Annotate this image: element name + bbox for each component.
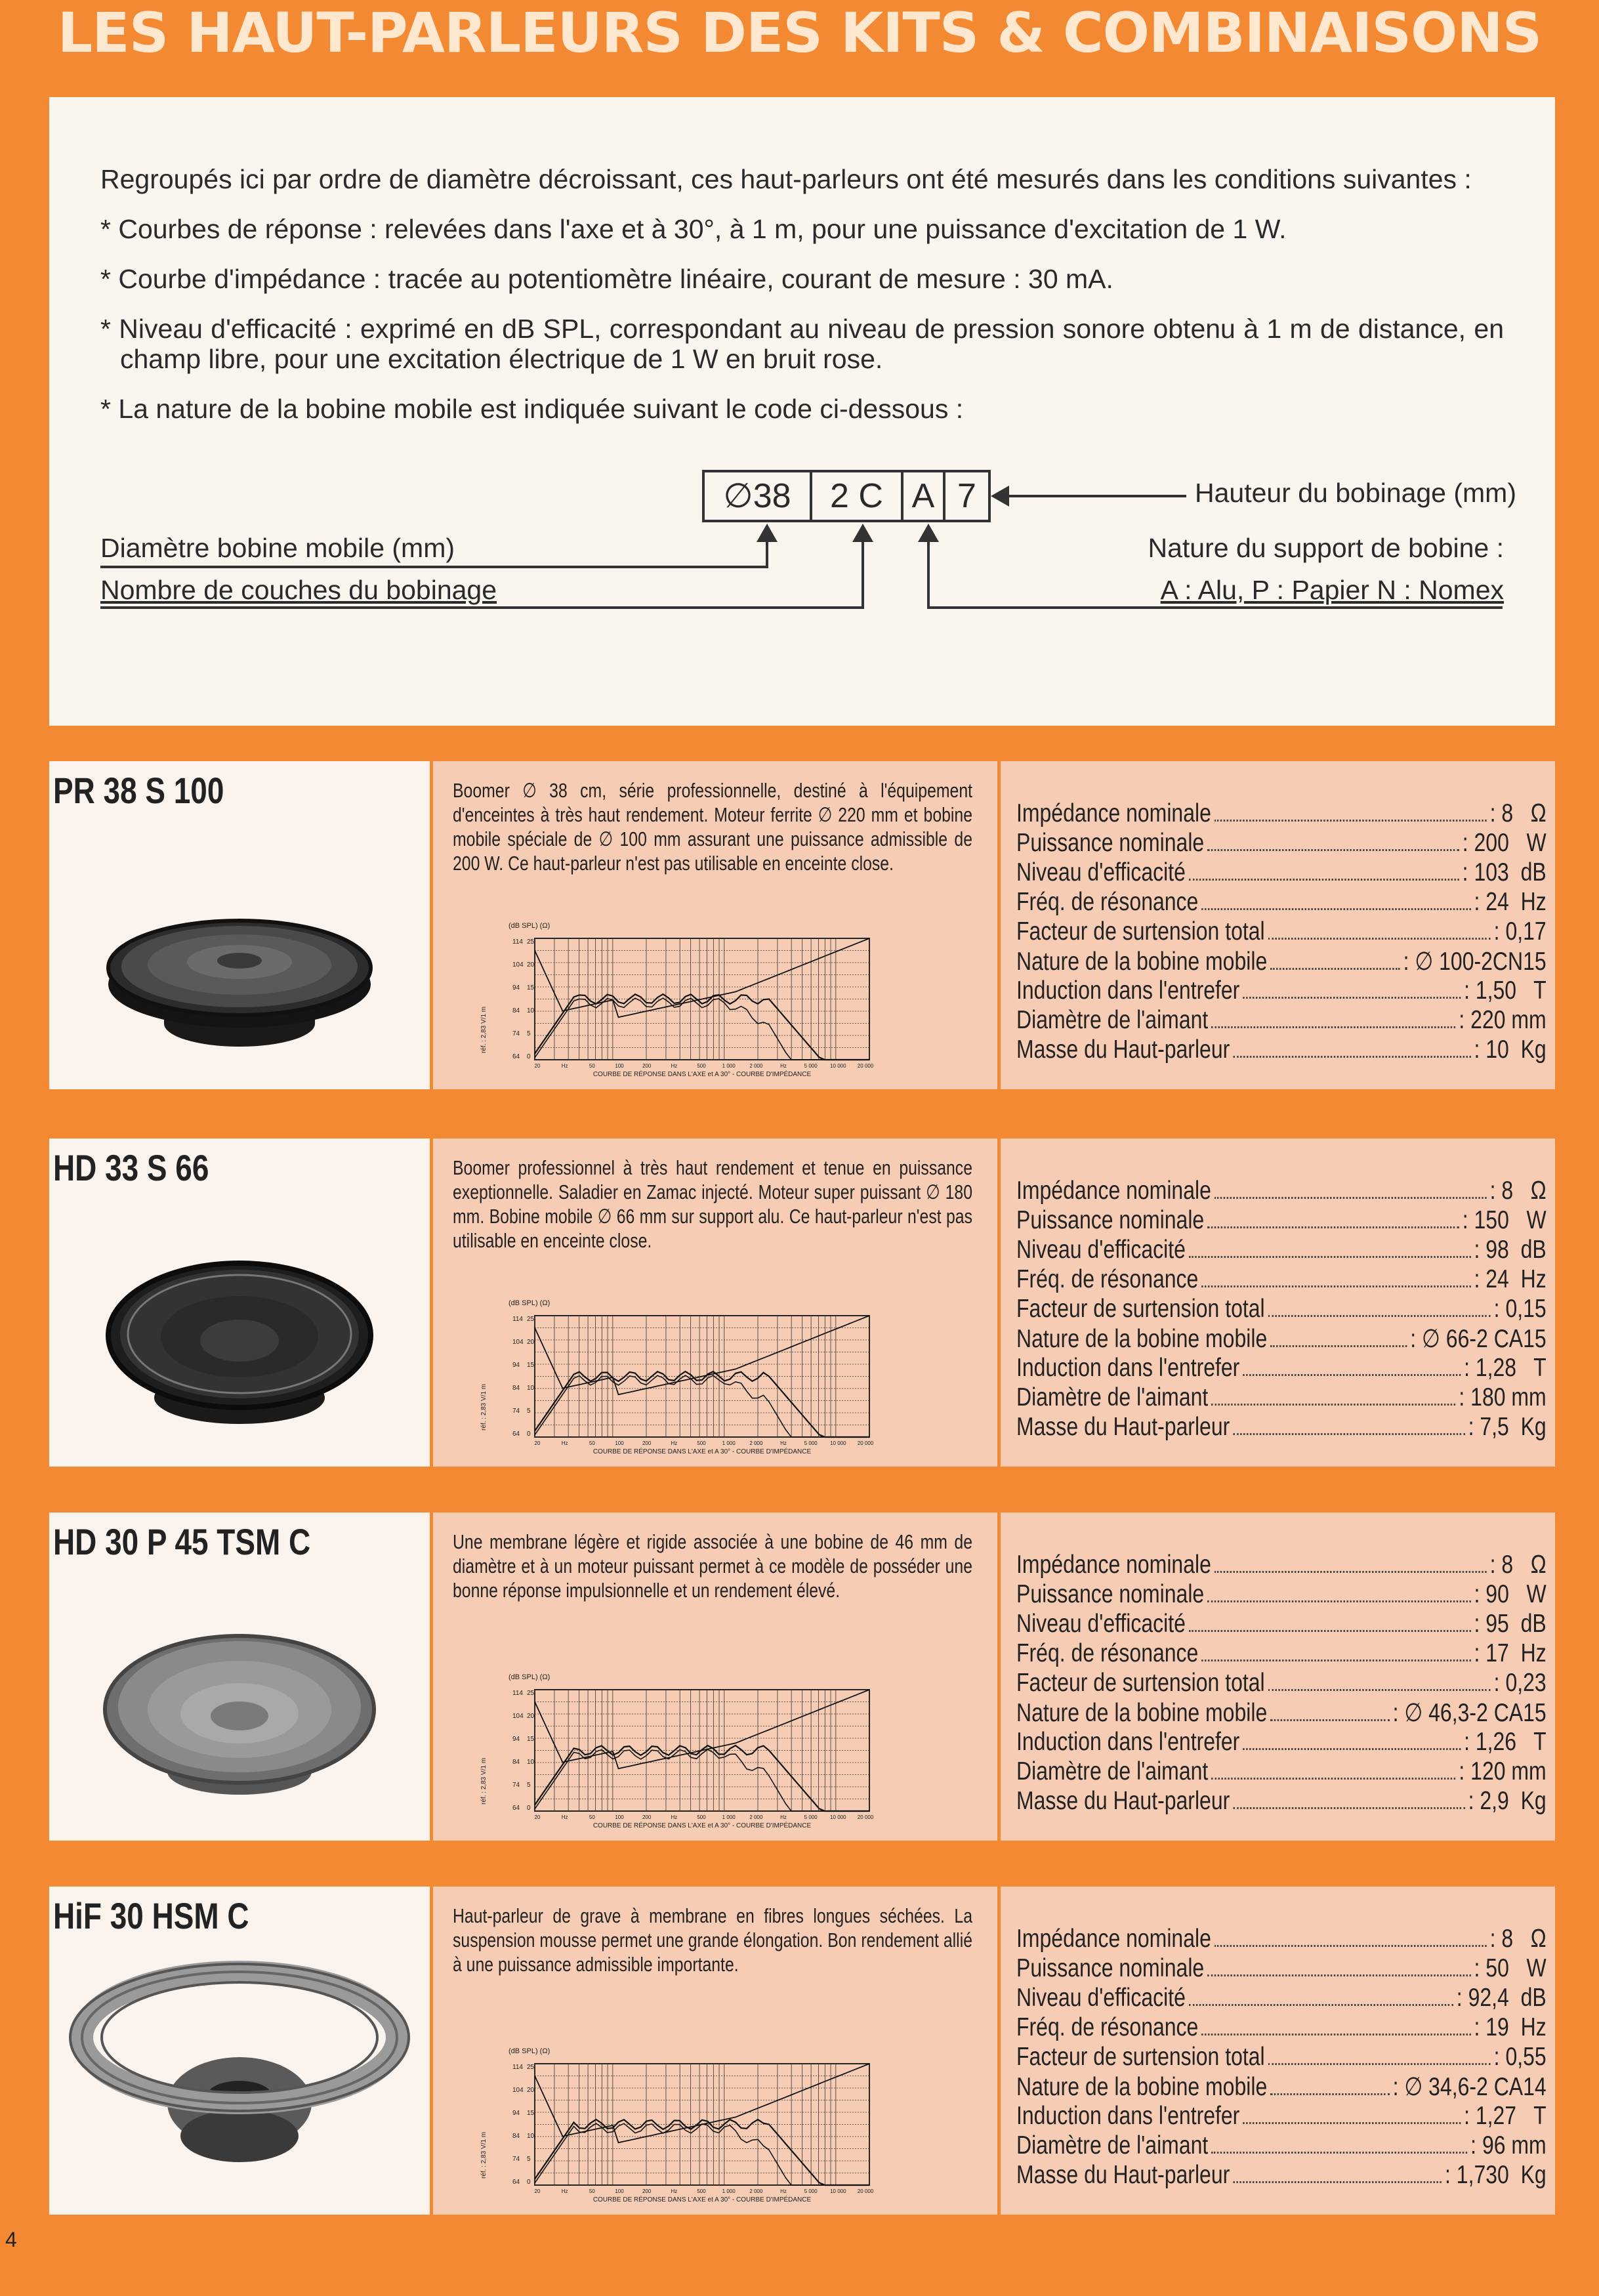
graph-x-tick: 20 000 [857, 1814, 874, 1820]
spec-label: Facteur de surtension total [1016, 2043, 1265, 2071]
graph-spl-tick: 94 [512, 984, 520, 991]
spec-label: Facteur de surtension total [1016, 1295, 1265, 1323]
graph-x-tick: 1 000 [722, 2188, 736, 2194]
spec-label: Fréq. de résonance [1016, 2013, 1199, 2041]
spec-value: : 1,27 T [1464, 2102, 1547, 2130]
spec-row [1016, 1324, 1547, 1354]
speaker-illustration [49, 761, 430, 1089]
spec-row [1016, 1413, 1547, 1442]
speaker-illustration [49, 1513, 430, 1841]
spec-row [1016, 799, 1547, 828]
spec-label: Masse du Haut-parleur [1016, 2161, 1230, 2189]
spec-label: Fréq. de résonance [1016, 888, 1199, 916]
spec-value: : 150 W [1462, 1206, 1547, 1234]
model-name: HD 33 S 66 [53, 1147, 209, 1188]
spec-value: : 0,17 [1493, 917, 1547, 946]
graph-spl-tick: 84 [512, 1007, 520, 1014]
graph-x-tick: 5 000 [804, 1063, 818, 1069]
graph-x-tick: 100 [615, 2188, 624, 2194]
graph-x-tick: 2 000 [749, 1440, 763, 1446]
spec-label: Induction dans l'entrefer [1016, 976, 1240, 1005]
spec-row [1016, 1265, 1547, 1294]
graph-spl-tick: 114 [512, 1316, 523, 1323]
coil-code-diagram [100, 463, 1516, 640]
spec-value: : 24 Hz [1474, 888, 1547, 916]
graph-x-tick: 200 [642, 2188, 652, 2194]
graph-spl-tick: 64 [512, 1805, 520, 1812]
spec-value: : 220 mm [1459, 1006, 1547, 1034]
graph-ohm-tick: 15 [527, 984, 535, 991]
spec-value: : ∅ 100-2CN15 [1403, 948, 1547, 976]
speaker-row [49, 1887, 1555, 2215]
spec-label: Niveau d'efficacité [1016, 1984, 1186, 2012]
graph-x-tick: Hz [561, 1814, 568, 1820]
graph-side-label: réf. : 2,83 V/1 m [480, 1006, 488, 1053]
spec-value: : ∅ 46,3-2 CA15 [1392, 1699, 1547, 1727]
description-text: Boomer professionnel à très haut rendement et tenue en puissance exeptionnelle. Saladier en Zamac injecté. Moteur super puissant ∅ 180 mm. Bobine mobile ∅ 66 mm sur support alu. Ce haut-parleur n'est pas utilisable en enceinte close. [453, 1156, 972, 1252]
graph-x-tick: 100 [615, 1440, 624, 1446]
graph-ohm-tick: 5 [527, 1408, 531, 1415]
spec-label: Facteur de surtension total [1016, 1669, 1265, 1697]
graph-x-tick: 5 000 [804, 1440, 818, 1446]
speaker-row [49, 1513, 1555, 1841]
spec-label: Induction dans l'entrefer [1016, 2102, 1240, 2130]
graph-x-tick: 200 [642, 1063, 652, 1069]
graph-spl-tick: 104 [512, 1713, 524, 1720]
graph-spl-tick: 84 [512, 1385, 520, 1392]
graph-ohm-tick: 20 [527, 2087, 535, 2094]
graph-spl-tick: 104 [512, 1339, 524, 1346]
curve-axis [535, 1745, 869, 1811]
curve-30deg [535, 2123, 869, 2185]
graph-unit-label: (dB SPL) (Ω) [509, 1673, 550, 1681]
spec-value: : 8 Ω [1489, 799, 1547, 827]
spec-row [1016, 947, 1547, 976]
spec-label: Induction dans l'entrefer [1016, 1728, 1240, 1756]
spec-row [1016, 1925, 1547, 1953]
curve-30deg [535, 1749, 869, 1811]
graph-x-tick: 500 [697, 1814, 706, 1820]
spec-row [1016, 1728, 1547, 1757]
model-name: HD 30 P 45 TSM C [53, 1521, 311, 1562]
spec-label: Masse du Haut-parleur [1016, 1787, 1230, 1815]
spec-value: : 1,50 T [1464, 976, 1547, 1005]
label-diameter: Diamètre bobine mobile (mm) [100, 533, 455, 563]
graph-spl-tick: 84 [512, 2133, 520, 2140]
graph-x-tick: Hz [671, 2188, 678, 2194]
graph-spl-tick: 114 [512, 938, 523, 946]
spec-label: Puissance nominale [1016, 1206, 1205, 1234]
graph-x-tick: Hz [780, 2188, 787, 2194]
graph-ohm-tick: 10 [527, 2133, 535, 2140]
spec-value: : 0,55 [1493, 2043, 1547, 2071]
spec-value: : 98 dB [1474, 1236, 1547, 1264]
graph-spl-tick: 114 [512, 2064, 523, 2071]
graph-x-tick: 20 [534, 1814, 541, 1820]
graph-ohm-tick: 25 [527, 2064, 535, 2071]
graph-ohm-tick: 20 [527, 1713, 535, 1720]
spec-label: Nature de la bobine mobile [1016, 1699, 1268, 1727]
spec-value: : 24 Hz [1474, 1265, 1547, 1293]
code-height: 7 [957, 477, 976, 515]
intro-panel [49, 97, 1555, 726]
graph-x-tick: Hz [671, 1063, 678, 1069]
graph-x-tick: 10 000 [830, 2188, 846, 2194]
spec-row [1016, 1551, 1547, 1579]
graph-spl-tick: 64 [512, 1430, 520, 1438]
graph-x-tick: Hz [671, 1814, 678, 1820]
graph-spl-tick: 114 [512, 1690, 523, 1697]
graph-x-tick: 50 [589, 2188, 595, 2194]
spec-row [1016, 1669, 1547, 1698]
response-graph [472, 1670, 892, 1831]
speaker-illustration [49, 1138, 430, 1467]
graph-ohm-tick: 15 [527, 1736, 535, 1743]
description-text: Une membrane légère et rigide associée à une bobine de 46 mm de diamètre et à un moteur puissant permet à ce modèle de posséder une bonne réponse impulsionnelle et un rendement élevé. [453, 1530, 972, 1602]
graph-caption: COURBE DE RÉPONSE DANS L'AXE et A 30° - COURBE D'IMPÉDANCE [592, 1822, 812, 1829]
spec-row [1016, 1984, 1547, 2013]
spec-value: : 0,15 [1493, 1295, 1547, 1323]
spec-value: : 0,23 [1493, 1669, 1547, 1697]
spec-label: Niveau d'efficacité [1016, 858, 1186, 887]
curve-axis [535, 994, 869, 1060]
graph-x-tick: 20 000 [857, 1440, 874, 1446]
graph-ohm-tick: 25 [527, 1690, 535, 1697]
spec-row [1016, 1035, 1547, 1064]
code-support: A [903, 472, 945, 520]
graph-x-tick: 50 [589, 1440, 595, 1446]
spec-row [1016, 1639, 1547, 1668]
specs-panel [1001, 1887, 1555, 2215]
spec-value: : 90 W [1474, 1580, 1547, 1608]
graph-x-tick: 10 000 [830, 1440, 846, 1446]
description-panel [433, 1887, 997, 2215]
graph-x-tick: Hz [561, 1440, 568, 1446]
graph-x-tick: 1 000 [722, 1063, 736, 1069]
graph-spl-tick: 64 [512, 2179, 520, 2186]
label-support: Nature du support de bobine : [1148, 533, 1504, 563]
spec-label: Diamètre de l'aimant [1016, 1383, 1209, 1411]
graph-spl-tick: 74 [512, 1030, 520, 1037]
curve-impedance [535, 1690, 869, 1768]
label-height: Hauteur du bobinage (mm) [1195, 478, 1516, 508]
spec-value: : 1,730 Kg [1445, 2161, 1547, 2189]
spec-row [1016, 2043, 1547, 2072]
spec-row [1016, 2131, 1547, 2160]
intro-lead: Regroupés ici par ordre de diamètre décroissant, ces haut-parleurs ont été mesurés dans les conditions suivantes : [100, 164, 1472, 194]
page-title: LES HAUT-PARLEURS DES KITS & COMBINAISONS [57, 1, 1542, 65]
spec-value: : 19 Hz [1474, 2013, 1547, 2041]
graph-x-tick: Hz [561, 1063, 568, 1069]
graph-ohm-tick: 25 [527, 1316, 535, 1323]
spec-value: : 8 Ω [1489, 1925, 1547, 1953]
spec-label: Impédance nominale [1016, 1925, 1211, 1953]
speaker-illustration [49, 1887, 430, 2215]
spec-label: Diamètre de l'aimant [1016, 2131, 1209, 2160]
spec-row [1016, 1354, 1547, 1383]
spec-row [1016, 1954, 1547, 1983]
graph-x-tick: 20 000 [857, 2188, 874, 2194]
graph-ohm-tick: 0 [527, 1430, 531, 1438]
spec-row [1016, 2072, 1547, 2102]
graph-spl-tick: 74 [512, 2156, 520, 2163]
spec-row [1016, 1006, 1547, 1035]
graph-x-tick: 500 [697, 1440, 706, 1446]
spec-row [1016, 2013, 1547, 2042]
graph-ohm-tick: 10 [527, 1385, 535, 1392]
graph-x-tick: Hz [780, 1440, 787, 1446]
graph-caption: COURBE DE RÉPONSE DANS L'AXE et A 30° - COURBE D'IMPÉDANCE [592, 1448, 812, 1455]
graph-ohm-tick: 20 [527, 961, 535, 969]
intro-bullet: * Courbes de réponse : relevées dans l'axe et à 30°, à 1 m, pour une puissance d'excitation de 1 W. [100, 214, 1287, 244]
curve-impedance [535, 938, 869, 1017]
graph-side-label: réf. : 2,83 V/1 m [480, 1757, 488, 1805]
graph-x-tick: 10 000 [830, 1814, 846, 1820]
spec-value: : 200 W [1462, 829, 1547, 857]
spec-row [1016, 1757, 1547, 1786]
curve-impedance [535, 2064, 869, 2142]
speaker-photo [49, 1887, 430, 2215]
graph-spl-tick: 64 [512, 1053, 520, 1060]
spec-row [1016, 976, 1547, 1005]
graph-x-tick: 1 000 [722, 1440, 736, 1446]
description-panel [433, 1138, 997, 1467]
coil-code-box [702, 470, 991, 522]
curve-30deg [535, 1375, 869, 1437]
graph-x-tick: Hz [780, 1063, 787, 1069]
spec-label: Nature de la bobine mobile [1016, 1325, 1268, 1353]
graph-spl-tick: 84 [512, 1759, 520, 1766]
graph-ohm-tick: 25 [527, 938, 535, 946]
spec-value: : 10 Kg [1474, 1035, 1547, 1064]
spec-label: Impédance nominale [1016, 1177, 1211, 1205]
spec-row [1016, 1580, 1547, 1609]
graph-x-tick: 100 [615, 1814, 624, 1820]
spec-value: : 1,28 T [1464, 1354, 1547, 1382]
spec-row [1016, 1236, 1547, 1264]
spec-row [1016, 2102, 1547, 2131]
graph-spl-tick: 104 [512, 961, 524, 969]
speaker-row [49, 761, 1555, 1089]
spec-label: Puissance nominale [1016, 1580, 1205, 1608]
code-layers: 2 C [812, 472, 903, 520]
intro-bullet: * Courbe d'impédance : tracée au potentiomètre linéaire, courant de mesure : 30 mA. [100, 264, 1113, 294]
graph-unit-label: (dB SPL) (Ω) [509, 2047, 550, 2055]
graph-ohm-tick: 15 [527, 1362, 535, 1369]
spec-value: : ∅ 66-2 CA15 [1410, 1325, 1547, 1353]
spec-value: : 17 Hz [1474, 1639, 1547, 1667]
spec-label: Nature de la bobine mobile [1016, 2073, 1268, 2101]
graph-x-tick: Hz [561, 2188, 568, 2194]
curve-impedance [535, 1316, 869, 1394]
graph-unit-label: (dB SPL) (Ω) [509, 922, 550, 930]
graph-side-label: réf. : 2,83 V/1 m [480, 2131, 488, 2179]
spec-label: Puissance nominale [1016, 1954, 1205, 1982]
graph-x-tick: 500 [697, 2188, 706, 2194]
spec-row [1016, 1206, 1547, 1235]
spec-value: : 95 dB [1474, 1610, 1547, 1638]
spec-value: : 7,5 Kg [1468, 1413, 1547, 1441]
spec-label: Facteur de surtension total [1016, 917, 1265, 946]
graph-ohm-tick: 15 [527, 2110, 535, 2117]
intro-bullet: * La nature de la bobine mobile est indiquée suivant le code ci-dessous : [100, 394, 964, 424]
graph-spl-tick: 74 [512, 1408, 520, 1415]
spec-label: Masse du Haut-parleur [1016, 1413, 1230, 1441]
graph-ohm-tick: 0 [527, 2179, 531, 2186]
label-support-codes: A : Alu, P : Papier N : Nomex [1160, 575, 1504, 605]
speaker-photo [49, 1513, 430, 1841]
graph-ohm-tick: 5 [527, 2156, 531, 2163]
graph-x-tick: 2 000 [749, 1814, 763, 1820]
graph-ohm-tick: 5 [527, 1782, 531, 1789]
spec-value: : 103 dB [1462, 858, 1547, 887]
graph-x-tick: 20 000 [857, 1063, 874, 1069]
spec-row [1016, 1610, 1547, 1639]
model-name: HiF 30 HSM C [53, 1895, 249, 1936]
graph-ohm-tick: 20 [527, 1339, 535, 1346]
specs-panel [1001, 761, 1555, 1089]
graph-x-tick: 50 [589, 1814, 595, 1820]
spec-value: : 1,26 T [1464, 1728, 1547, 1756]
spec-value: : 8 Ω [1489, 1177, 1547, 1205]
spec-row [1016, 1383, 1547, 1412]
response-graph [472, 919, 892, 1079]
spec-row [1016, 917, 1547, 946]
spec-label: Niveau d'efficacité [1016, 1610, 1186, 1638]
graph-ohm-tick: 5 [527, 1030, 531, 1037]
curve-axis [535, 2119, 869, 2185]
graph-side-label: réf. : 2,83 V/1 m [480, 1383, 488, 1430]
graph-x-tick: 5 000 [804, 1814, 818, 1820]
description-text: Haut-parleur de grave à membrane en fibres longues séchées. La suspension mousse permet une grande élongation. Bon rendement allié à une puissance admissible importante. [453, 1904, 972, 1976]
spec-row [1016, 1787, 1547, 1816]
specs-panel [1001, 1513, 1555, 1841]
graph-x-tick: 10 000 [830, 1063, 846, 1069]
spec-row [1016, 1177, 1547, 1205]
spec-label: Masse du Haut-parleur [1016, 1035, 1230, 1064]
graph-x-tick: 1 000 [722, 1814, 736, 1820]
label-layers: Nombre de couches du bobinage [100, 575, 497, 605]
graph-ohm-tick: 0 [527, 1805, 531, 1812]
spec-value: : 50 W [1474, 1954, 1547, 1982]
curve-30deg [535, 998, 869, 1060]
graph-spl-tick: 104 [512, 2087, 524, 2094]
graph-caption: COURBE DE RÉPONSE DANS L'AXE et A 30° - COURBE D'IMPÉDANCE [592, 1071, 812, 1078]
spec-value: : 2,9 Kg [1468, 1787, 1547, 1815]
description-panel [433, 1513, 997, 1841]
spec-value: : 8 Ω [1489, 1551, 1547, 1579]
code-diameter: ∅38 [705, 472, 812, 520]
graph-x-tick: 5 000 [804, 2188, 818, 2194]
spec-value: : ∅ 34,6-2 CA14 [1392, 2073, 1547, 2101]
spec-row [1016, 829, 1547, 858]
page-number: 4 [5, 2228, 17, 2251]
description-panel [433, 761, 997, 1089]
arrow-up-icon [757, 524, 778, 542]
spec-row [1016, 1698, 1547, 1728]
arrow-up-icon [852, 524, 873, 542]
spec-label: Diamètre de l'aimant [1016, 1006, 1209, 1034]
model-name: PR 38 S 100 [53, 770, 224, 811]
response-graph [472, 1296, 892, 1457]
graph-x-tick: 50 [589, 1063, 595, 1069]
spec-label: Nature de la bobine mobile [1016, 948, 1268, 976]
specs-panel [1001, 1138, 1555, 1467]
arrow-left-icon [991, 486, 1009, 507]
graph-spl-tick: 74 [512, 1782, 520, 1789]
graph-unit-label: (dB SPL) (Ω) [509, 1299, 550, 1307]
spec-value: : 120 mm [1459, 1757, 1547, 1785]
spec-value: : 180 mm [1459, 1383, 1547, 1411]
spec-value: : 96 mm [1470, 2131, 1547, 2160]
graph-x-tick: 500 [697, 1063, 706, 1069]
graph-ohm-tick: 10 [527, 1007, 535, 1014]
spec-row [1016, 888, 1547, 917]
spec-label: Niveau d'efficacité [1016, 1236, 1186, 1264]
graph-spl-tick: 94 [512, 1736, 520, 1743]
graph-ohm-tick: 0 [527, 1053, 531, 1060]
graph-x-tick: Hz [671, 1440, 678, 1446]
graph-x-tick: 2 000 [749, 1063, 763, 1069]
spec-label: Impédance nominale [1016, 799, 1211, 827]
graph-x-tick: 200 [642, 1440, 652, 1446]
spec-label: Induction dans l'entrefer [1016, 1354, 1240, 1382]
graph-x-tick: 20 [534, 1440, 541, 1446]
speaker-photo [49, 1138, 430, 1467]
spec-label: Fréq. de résonance [1016, 1265, 1199, 1293]
spec-label: Puissance nominale [1016, 829, 1205, 857]
spec-value: : 92,4 dB [1456, 1984, 1547, 2012]
speaker-row [49, 1138, 1555, 1467]
spec-row [1016, 2161, 1547, 2190]
graph-x-tick: 200 [642, 1814, 652, 1820]
response-graph [472, 2044, 892, 2205]
graph-spl-tick: 94 [512, 1362, 520, 1369]
graph-ohm-tick: 10 [527, 1759, 535, 1766]
graph-caption: COURBE DE RÉPONSE DANS L'AXE et A 30° - COURBE D'IMPÉDANCE [592, 2196, 812, 2203]
graph-x-tick: Hz [780, 1814, 787, 1820]
speaker-photo [49, 761, 430, 1089]
spec-row [1016, 858, 1547, 887]
spec-label: Fréq. de résonance [1016, 1639, 1199, 1667]
spec-label: Diamètre de l'aimant [1016, 1757, 1209, 1785]
arrow-up-icon [918, 524, 939, 542]
intro-bullet: * Niveau d'efficacité : exprimé en dB SPL, correspondant au niveau de pression sonore obtenu à 1 m de distance, en champ libre, pour une excitation électrique de 1 W en bruit rose. [100, 314, 1504, 374]
graph-x-tick: 100 [615, 1063, 624, 1069]
graph-spl-tick: 94 [512, 2110, 520, 2117]
graph-x-tick: 20 [534, 2188, 541, 2194]
graph-x-tick: 2 000 [749, 2188, 763, 2194]
description-text: Boomer ∅ 38 cm, série professionnelle, destiné à l'équipement d'enceintes à très haut rendement. Moteur ferrite ∅ 220 mm et bobine mobile spéciale de ∅ 100 mm assurant une puissance admissible de 200 W. Ce haut-parleur n'est pas utilisable en enceinte close. [453, 779, 972, 875]
spec-row [1016, 1295, 1547, 1324]
graph-x-tick: 20 [534, 1063, 541, 1069]
spec-label: Impédance nominale [1016, 1551, 1211, 1579]
